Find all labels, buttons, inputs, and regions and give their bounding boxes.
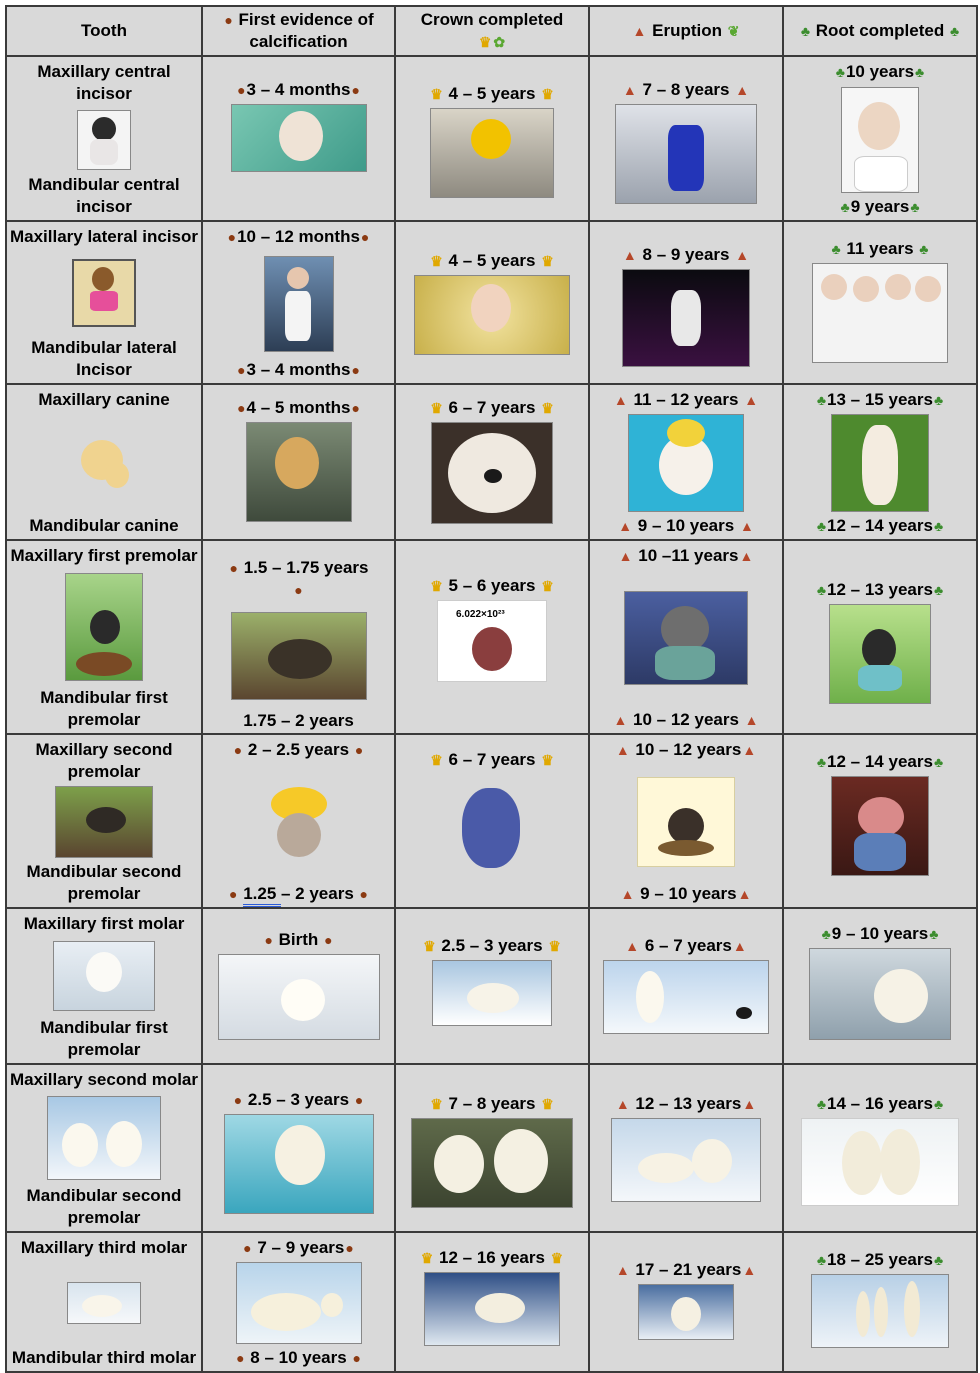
root-top-label: ♣18 – 25 years♣	[816, 1250, 944, 1270]
tooth-cell	[6, 540, 202, 734]
photo-boy-on-stage	[622, 269, 750, 367]
photo-polar-bears-wrestling	[611, 1118, 761, 1202]
photo-mole-on-soil	[231, 612, 367, 700]
tooth-lower-name: Mandibular second premolar	[26, 862, 182, 904]
photo-dog-face-stretched	[431, 422, 553, 524]
tooth-cell	[6, 1064, 202, 1232]
calc-bottom-label: ● 1.25 – 2 years ●	[228, 883, 369, 905]
calcification-cell	[202, 221, 395, 384]
root-top-label: ♣12 – 13 years♣	[816, 580, 944, 600]
photo-two-polar-bear-cubs	[47, 1096, 161, 1180]
photo-toddler-dancing	[264, 256, 334, 352]
calc-top-label: ●3 – 4 months●	[237, 80, 360, 99]
root-top-label: ♣12 – 14 years♣	[816, 752, 944, 772]
cartoon-mole-with-helmet	[261, 783, 337, 861]
photo-mole-emerging	[55, 786, 153, 858]
calcification-cell	[202, 908, 395, 1064]
erupt-top-label: ▲ 11 – 12 years ▲	[613, 390, 759, 409]
erupt-top-label: ▲ 6 – 7 years▲	[625, 936, 747, 956]
header-crown-label: Crown completed	[420, 9, 564, 29]
calc-top-label: ● 2.5 – 3 years ●	[233, 1090, 364, 1110]
table-row	[6, 1064, 977, 1232]
root-cell	[783, 384, 977, 540]
cartoon-mole-in-scarf	[624, 591, 748, 685]
tooth-cell	[6, 734, 202, 908]
cartoon-mole-with-book	[637, 777, 735, 867]
cartoon-cat-image	[75, 432, 133, 494]
photo-polar-bear-walking-with-cubs	[424, 1272, 560, 1346]
tree-icon: ♣	[949, 23, 960, 40]
photo-classroom	[430, 108, 554, 198]
crown-icon: ♛	[478, 34, 492, 51]
calc-top-label: ●4 – 5 months●	[237, 398, 360, 417]
crown-top-label: ♛ 5 – 6 years ♛	[430, 576, 554, 596]
table-row	[6, 221, 977, 384]
calcification-cell	[202, 1064, 395, 1232]
cartoon-mole-gentleman	[831, 776, 929, 876]
calc-bottom-label: ●3 – 4 months●	[237, 359, 360, 379]
header-eruption-label: Eruption	[652, 20, 722, 40]
tooth-upper-name: Maxillary first premolar	[10, 546, 198, 566]
photo-polar-bear-family	[67, 1282, 141, 1324]
crown-cell	[395, 1232, 589, 1372]
root-cell	[783, 540, 977, 734]
table-row	[6, 1232, 977, 1372]
header-root-label: Root completed	[815, 20, 945, 40]
crown-top-label: ♛ 6 – 7 years ♛	[430, 750, 554, 770]
cartoon-mole-image	[65, 573, 143, 681]
erupt-bottom-label: ▲ 9 – 10 years▲	[620, 884, 752, 904]
eruption-cell	[589, 384, 783, 540]
crown-top-label: ♛ 4 – 5 years ♛	[430, 251, 554, 270]
photo-polar-bear-in-water	[224, 1114, 374, 1214]
erupt-top-label: ▲ 7 – 8 years ▲	[622, 80, 750, 99]
crown-cell	[395, 221, 589, 384]
calc-bottom-label: 1.75 – 2 years	[243, 711, 354, 731]
crown-top-label: ♛ 6 – 7 years ♛	[430, 398, 554, 417]
erupt-top-label: ▲ 17 – 21 years▲	[615, 1260, 757, 1280]
calcification-cell	[202, 734, 395, 908]
photo-group-of-children	[812, 263, 948, 363]
tooth-cell	[6, 221, 202, 384]
photo-boy-glitter	[414, 275, 570, 355]
table-row	[6, 56, 977, 221]
tooth-upper-name: Maxillary lateral incisor	[9, 227, 199, 246]
eruption-cell	[589, 1232, 783, 1372]
tooth-lower-name: Mandibular first premolar	[40, 688, 168, 730]
eruption-cell	[589, 734, 783, 908]
photo-puppy-in-swing	[246, 422, 352, 522]
header-eruption	[589, 6, 783, 56]
root-cell	[783, 56, 977, 221]
root-cell	[783, 221, 977, 384]
tooth-cell	[6, 908, 202, 1064]
table-row	[6, 540, 977, 734]
eruption-cell	[589, 56, 783, 221]
tooth-lower-name: Mandibular central incisor	[28, 175, 180, 216]
crown-top-label: ♛ 7 – 8 years ♛	[430, 1094, 554, 1114]
photo-woman-in-blanket	[231, 104, 367, 172]
root-top-label: ♣14 – 16 years♣	[816, 1094, 944, 1114]
calcification-cell	[202, 56, 395, 221]
calcification-cell	[202, 540, 395, 734]
cartoon-boy-image	[77, 110, 131, 170]
root-top-label: ♣9 – 10 years♣	[821, 924, 939, 944]
eruption-cell	[589, 540, 783, 734]
cartoon-blue-mole	[448, 774, 536, 874]
root-cell	[783, 1232, 977, 1372]
volcano-icon: ▲	[632, 23, 647, 40]
photo-boy-blue-suit	[615, 104, 757, 204]
erupt-top-label: ▲ 8 – 9 years ▲	[622, 245, 750, 264]
photo-two-polar-bear-cubs-close	[411, 1118, 573, 1208]
calc-top-label: ● 2 – 2.5 years ●	[233, 740, 364, 760]
photo-polar-bear-cub-lying	[432, 960, 552, 1026]
tooth-lower-name: Mandibular third molar	[11, 1348, 197, 1368]
calcification-cell	[202, 384, 395, 540]
cartoon-mole-with-flowers	[829, 604, 931, 704]
erupt-bottom-label: ▲ 10 – 12 years ▲	[613, 710, 759, 730]
erupt-top-label: ▲ 10 –11 years▲	[618, 546, 754, 566]
root-top-label: ♣13 – 15 years♣	[816, 390, 944, 409]
root-bottom-label: ♣12 – 14 years♣	[816, 516, 944, 536]
root-top-label: ♣ 11 years ♣	[831, 239, 929, 258]
tooth-cell	[6, 384, 202, 540]
erupt-bottom-label: ▲ 9 – 10 years ▲	[618, 516, 754, 536]
tooth-lower-name: Mandibular canine	[29, 516, 179, 536]
photo-polar-bears-hugging	[801, 1118, 959, 1206]
calc-top-label: ● 7 – 9 years●	[243, 1238, 354, 1258]
header-root	[783, 6, 977, 56]
root-top-label: ♣10 years♣	[835, 62, 925, 81]
header-tooth-label: Tooth	[81, 21, 127, 40]
tooth-lower-name: Mandibular lateral Incisor	[31, 338, 177, 379]
photo-dog-with-banana	[628, 414, 744, 512]
table-row	[6, 384, 977, 540]
photo-three-polar-bears-standing	[811, 1274, 949, 1348]
header-calcification	[202, 6, 395, 56]
tooth-lower-name: Mandibular first premolar	[40, 1018, 168, 1060]
crown-cell	[395, 908, 589, 1064]
header-crown	[395, 6, 589, 56]
crown-cell	[395, 384, 589, 540]
erupt-top-label: ▲ 10 – 12 years▲	[615, 740, 757, 760]
table-row	[6, 908, 977, 1064]
tooth-development-table	[5, 5, 978, 1373]
calc-top-label: ● Birth ●	[264, 930, 333, 950]
photo-boy-portrait	[841, 87, 919, 193]
photo-dog-standing-on-grass	[831, 414, 929, 512]
calc-bottom-label: ● 8 – 10 years ●	[236, 1348, 361, 1368]
seedling-icon: ✿	[493, 34, 506, 51]
table-row	[6, 734, 977, 908]
eruption-cell	[589, 221, 783, 384]
tooth-upper-name: Maxillary canine	[38, 390, 170, 409]
cartoon-horse-image	[72, 259, 136, 327]
root-cell	[783, 734, 977, 908]
erupt-top-label: ▲ 12 – 13 years▲	[615, 1094, 757, 1114]
tooth-upper-name: Maxillary first molar	[23, 914, 185, 934]
tooth-upper-name: Maxillary central incisor	[37, 62, 171, 103]
photo-polar-bear-cub-standing	[603, 960, 769, 1034]
tooth-upper-name: Maxillary second premolar	[35, 740, 173, 782]
crown-cell	[395, 734, 589, 908]
tooth-upper-name: Maxillary second molar	[9, 1070, 199, 1090]
photo-polar-bear-cub-playing	[218, 954, 380, 1040]
crown-top-label: ♛ 4 – 5 years ♛	[430, 84, 554, 103]
photo-polar-bear-with-cubs	[236, 1262, 362, 1344]
header-row	[6, 6, 977, 56]
tooth-upper-name: Maxillary third molar	[20, 1238, 188, 1258]
photo-polar-bear-cubs-snow	[638, 1284, 734, 1340]
tooth-cell	[6, 1232, 202, 1372]
crown-top-label: ♛ 2.5 – 3 years ♛	[423, 936, 561, 956]
calc-top-label: ●10 – 12 months●	[227, 227, 370, 246]
avogadro-number-text: 6.022×10²³	[456, 609, 505, 621]
crown-cell	[395, 56, 589, 221]
header-tooth	[6, 6, 202, 56]
chestnut-icon: ●	[224, 12, 233, 29]
tooth-lower-name: Mandibular second premolar	[26, 1186, 182, 1228]
crown-top-label: ♛ 12 – 16 years ♛	[420, 1248, 564, 1268]
eruption-cell	[589, 1064, 783, 1232]
calcification-cell	[202, 1232, 395, 1372]
tooth-cell	[6, 56, 202, 221]
root-cell	[783, 1064, 977, 1232]
header-calcification-label: First evidence of calcification	[238, 9, 374, 52]
calc-top-label: ● 1.5 – 1.75 years ●	[229, 558, 369, 599]
crown-cell	[395, 540, 589, 734]
crown-cell	[395, 1064, 589, 1232]
photo-polar-bear-cub	[53, 941, 155, 1011]
eruption-cell	[589, 908, 783, 1064]
root-bottom-label: ♣9 years♣	[840, 196, 920, 216]
root-cell	[783, 908, 977, 1064]
sticker-seal-in-beaker	[437, 600, 547, 682]
tree-icon: ♣	[800, 23, 811, 40]
photo-polar-bear-peeking	[809, 948, 951, 1040]
herb-icon: ❦	[727, 23, 740, 40]
